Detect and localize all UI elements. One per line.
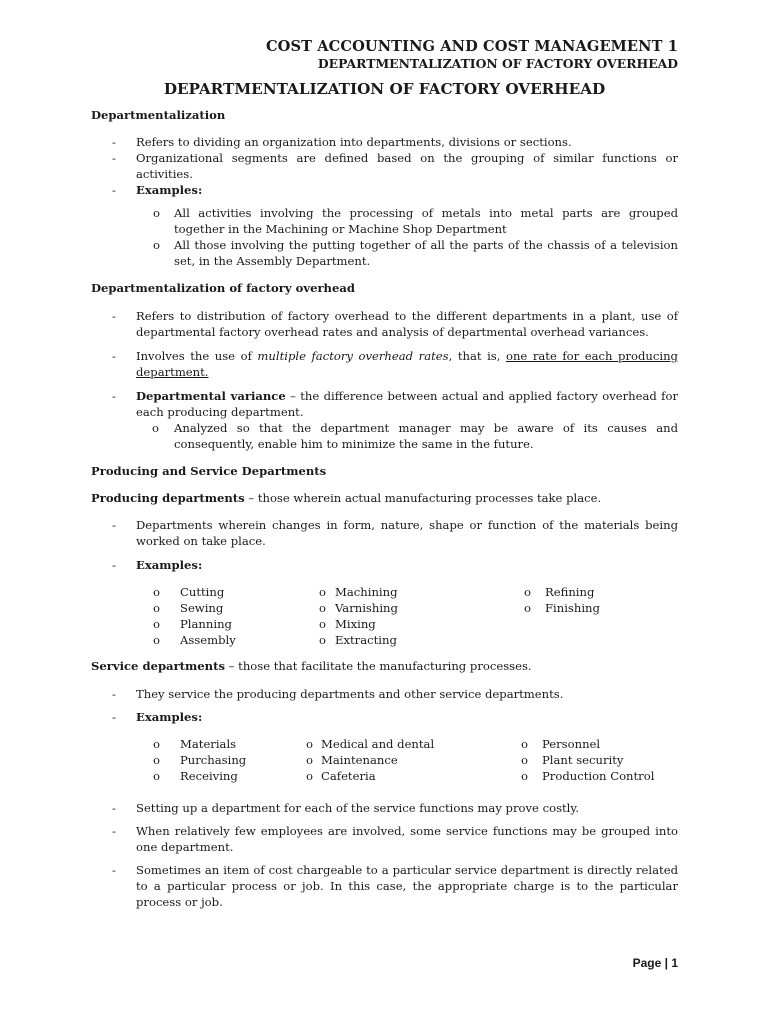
example-item: o Medical and dental: [306, 737, 435, 751]
sub-list-item: o All those involving the putting together of all the parts of the chassis of a television set, in the Assembly Department.: [153, 238, 678, 268]
producing-definition: Producing departments – those wherein actual manufacturing processes take place.: [91, 491, 602, 505]
producing-col-1: [153, 584, 236, 648]
example-item: o Materials: [153, 737, 237, 751]
document-page: [91, 38, 678, 910]
list-item: - Examples:: [112, 710, 203, 724]
examples-sublist: [91, 205, 678, 269]
example-item: o Finishing: [524, 601, 600, 615]
service-list: [91, 686, 678, 725]
list-item: - When relatively few employees are involved, some service functions may be grouped into one department.: [112, 824, 678, 854]
variance-sublist: [136, 420, 678, 452]
list-item: - Organizational segments are defined based on the grouping of similar functions or activities.: [112, 151, 678, 181]
producing-col-3: [524, 584, 600, 616]
examples-label: Examples:: [136, 558, 203, 572]
list-item: - Involves the use of multiple factory overhead rates, that is, one rate for each producing department.: [112, 349, 678, 379]
service-definition: Service departments – those that facilitate the manufacturing processes.: [91, 659, 532, 673]
section-heading-factory-overhead: Departmentalization of factory overhead: [91, 281, 355, 295]
example-item: o Purchasing: [153, 753, 247, 767]
factory-overhead-list: [91, 308, 678, 452]
example-item: o Cafeteria: [306, 769, 376, 783]
list-item: - Examples:: [112, 558, 203, 572]
producing-examples: [91, 584, 678, 648]
example-item: o Plant security: [521, 753, 624, 767]
example-item: o Sewing: [153, 601, 224, 615]
list-item: - Examples:: [112, 183, 203, 197]
section-heading-producing-service: Producing and Service Departments: [91, 464, 327, 478]
section-heading-departmentalization: Departmentalization: [91, 108, 226, 122]
topic-header: DEPARTMENTALIZATION OF FACTORY OVERHEAD: [317, 56, 678, 71]
examples-label: Examples:: [136, 710, 203, 724]
example-item: o Planning: [153, 617, 232, 631]
service-notes-list: [91, 800, 678, 910]
list-item: - Setting up a department for each of the service functions may prove costly.: [112, 801, 580, 815]
example-item: o Personnel: [521, 737, 601, 751]
departmentalization-list: [91, 134, 678, 198]
example-item: o Receiving: [153, 769, 238, 783]
example-item: o Varnishing: [319, 601, 398, 615]
page-number: Page | 1: [632, 956, 678, 970]
example-item: o Assembly: [153, 633, 236, 647]
service-col-2: [306, 736, 434, 784]
list-item: - Refers to dividing an organization into departments, divisions or sections.: [112, 135, 572, 149]
sub-list-item: o All activities involving the processing of metals into metal parts are grouped together in the Machining or Machine Shop Department: [153, 206, 678, 236]
example-item: o Maintenance: [306, 753, 398, 767]
producing-col-2: [319, 584, 398, 648]
list-item: - Departmental variance – the difference between actual and applied factory overhead for each producing department. o Analyzed so that the department manager may be aware of its causes and consequently, enable him to minimize the same in the future.: [112, 389, 678, 451]
sub-list-item: o Analyzed so that the department manager may be aware of its causes and consequently, enable him to minimize the same in the future.: [152, 421, 678, 451]
example-item: o Machining: [319, 585, 398, 599]
course-header: COST ACCOUNTING AND COST MANAGEMENT 1: [265, 38, 678, 55]
list-item: - Refers to distribution of factory overhead to the different departments in a plant, use of departmental factory overhead rates and analysis of departmental overhead variances.: [112, 309, 678, 339]
list-item: - They service the producing departments and other service departments.: [112, 687, 564, 701]
example-item: o Refining: [524, 585, 595, 599]
producing-list: [91, 517, 678, 573]
example-item: o Extracting: [319, 633, 397, 647]
example-item: o Production Control: [521, 769, 655, 783]
service-col-3: [521, 736, 654, 784]
service-examples: [91, 736, 678, 784]
example-item: o Mixing: [319, 617, 376, 631]
examples-label: Examples:: [136, 183, 203, 197]
list-item: - Departments wherein changes in form, nature, shape or function of the materials being worked on take place.: [112, 518, 678, 548]
example-item: o Cutting: [153, 585, 225, 599]
page-title: DEPARTMENTALIZATION OF FACTORY OVERHEAD: [163, 80, 606, 98]
service-col-1: [153, 736, 246, 784]
list-item: - Sometimes an item of cost chargeable to a particular service department is directly related to a particular process or job. In this case, the appropriate charge is to the particular process or job.: [112, 863, 678, 909]
